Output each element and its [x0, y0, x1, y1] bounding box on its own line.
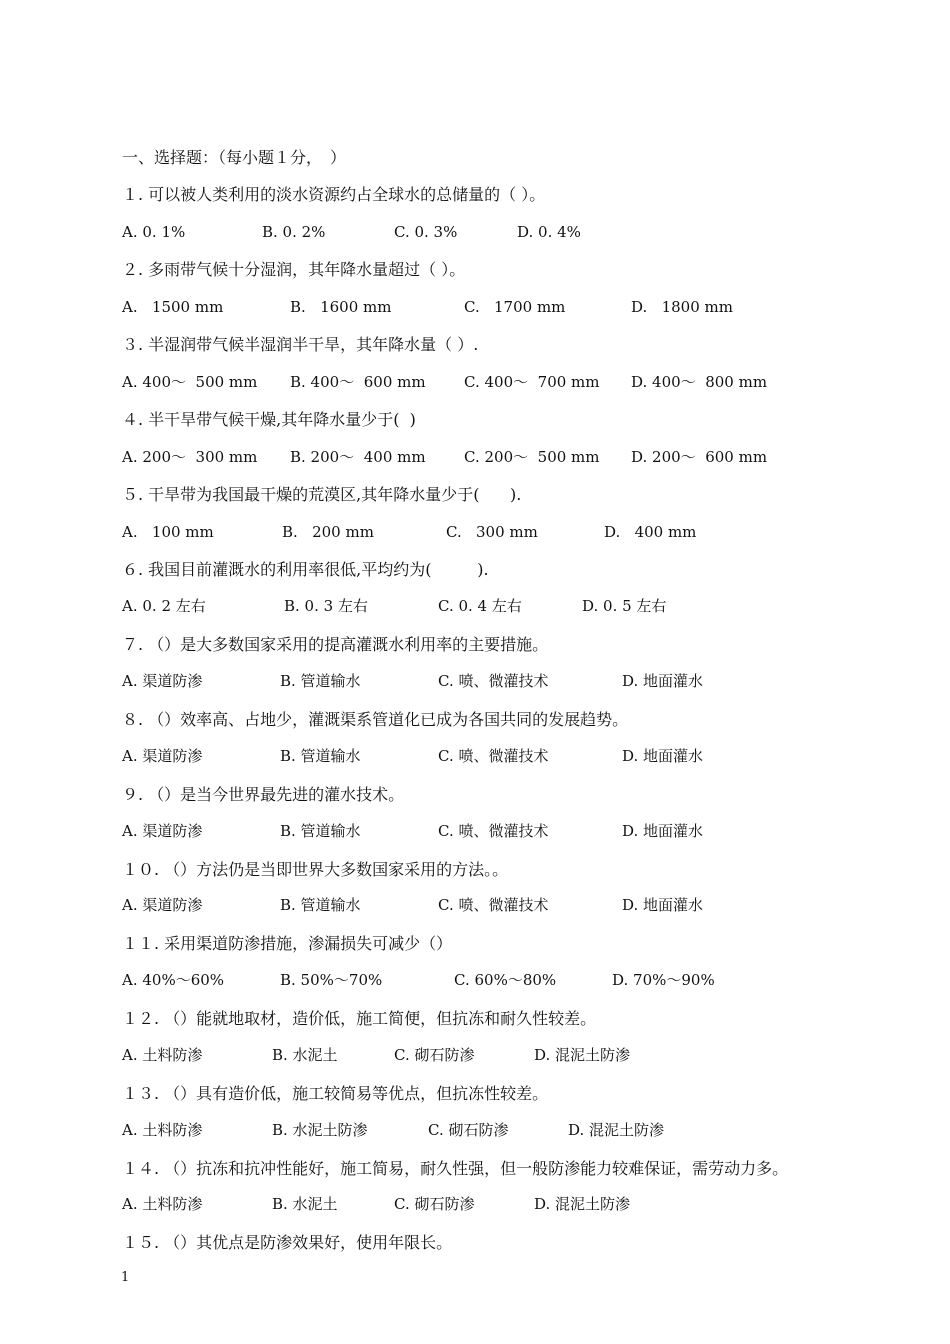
answer-option: B. 200～ 400 mm — [290, 448, 426, 466]
answer-option: B. 50%～70% — [280, 971, 383, 989]
answer-option: C. 200～ 500 mm — [464, 448, 600, 466]
answer-option: D. 混泥土防渗 — [534, 1195, 631, 1213]
question-stem: ６. 我国目前灌溉水的利用率很低,平均约为( ). — [122, 560, 489, 579]
answer-option: A. 400～ 500 mm — [122, 373, 258, 391]
answer-option: A. 土料防渗 — [122, 1046, 203, 1064]
option-row — [122, 596, 842, 616]
answer-option: B. 管道输水 — [280, 822, 361, 840]
answer-option: A. 渠道防渗 — [122, 896, 203, 914]
answer-option: B. 水泥土 — [272, 1046, 338, 1064]
answer-option: D. 70%～90% — [612, 971, 715, 989]
question-stem: １５. （）其优点是防渗效果好，使用年限长。 — [122, 1233, 453, 1252]
answer-option: C. 喷、微灌技术 — [438, 672, 549, 690]
option-row — [122, 821, 842, 841]
answer-option: B. 1600 mm — [290, 298, 392, 316]
page-number: 1 — [121, 1270, 130, 1285]
answer-option: D. 400～ 800 mm — [631, 373, 768, 391]
answer-option: D. 1800 mm — [631, 298, 733, 316]
question-stem: １. 可以被人类利用的淡水资源约占全球水的总储量的（ ）。 — [122, 185, 546, 204]
answer-option: C. 喷、微灌技术 — [438, 747, 549, 765]
option-row — [122, 372, 842, 392]
answer-option: B. 0. 2% — [262, 223, 326, 241]
answer-option: C. 60%～80% — [454, 971, 557, 989]
option-row — [122, 447, 842, 467]
answer-option: A. 40%～60% — [122, 971, 225, 989]
answer-option: A. 渠道防渗 — [122, 672, 203, 690]
question-stem: １０. （）方法仍是当即世界大多数国家采用的方法。。 — [122, 860, 509, 879]
answer-option: C. 1700 mm — [464, 298, 566, 316]
answer-option: D. 混泥土防渗 — [534, 1046, 631, 1064]
answer-option: D. 地面灌水 — [622, 672, 704, 690]
answer-option: D. 0. 5 左右 — [582, 597, 667, 615]
answer-option: B. 0. 3 左右 — [284, 597, 368, 615]
question-stem: １４. （）抗冻和抗冲性能好，施工简易，耐久性强，但一般防渗能力较难保证，需劳动力多。 — [122, 1159, 789, 1178]
answer-option: C. 300 mm — [446, 523, 538, 541]
question-stem: ５. 干旱带为我国最干燥的荒漠区,其年降水量少于( ). — [122, 485, 522, 504]
answer-option: A. 200～ 300 mm — [122, 448, 258, 466]
answer-option: A. 土料防渗 — [122, 1195, 203, 1213]
option-row — [122, 895, 842, 915]
answer-option: A. 0. 2 左右 — [122, 597, 206, 615]
answer-option: D. 地面灌水 — [622, 747, 704, 765]
answer-option: C. 0. 4 左右 — [438, 597, 522, 615]
answer-option: B. 水泥土防渗 — [272, 1121, 368, 1139]
answer-option: C. 400～ 700 mm — [464, 373, 600, 391]
question-stem: １２. （）能就地取材，造价低，施工简便，但抗冻和耐久性较差。 — [122, 1009, 597, 1028]
section-title: 一、选择题：（每小题１分， ） — [122, 148, 347, 167]
answer-option: A. 1500 mm — [122, 298, 224, 316]
question-stem: ７. （）是大多数国家采用的提高灌溉水利用率的主要措施。 — [122, 635, 549, 654]
option-row — [122, 222, 842, 242]
answer-option: D. 混泥土防渗 — [568, 1121, 665, 1139]
answer-option: A. 土料防渗 — [122, 1121, 203, 1139]
answer-option: D. 地面灌水 — [622, 822, 704, 840]
answer-option: C. 喷、微灌技术 — [438, 822, 549, 840]
answer-option: A. 100 mm — [122, 523, 214, 541]
option-row — [122, 1120, 842, 1140]
answer-option: B. 400～ 600 mm — [290, 373, 426, 391]
answer-option: D. 地面灌水 — [622, 896, 704, 914]
question-stem: ９. （）是当今世界最先进的灌水技术。 — [122, 785, 405, 804]
answer-option: B. 管道输水 — [280, 672, 361, 690]
answer-option: D. 0. 4% — [517, 223, 581, 241]
answer-option: B. 管道输水 — [280, 747, 361, 765]
answer-option: B. 管道输水 — [280, 896, 361, 914]
answer-option: A. 渠道防渗 — [122, 822, 203, 840]
answer-option: C. 砌石防渗 — [394, 1195, 475, 1213]
answer-option: D. 200～ 600 mm — [631, 448, 768, 466]
question-stem: ３. 半湿润带气候半湿润半干旱，其年降水量（ ）. — [122, 335, 479, 354]
option-row — [122, 970, 842, 990]
answer-option: B. 水泥土 — [272, 1195, 338, 1213]
question-stem: ２. 多雨带气候十分湿润，其年降水量超过（ ）。 — [122, 260, 466, 279]
answer-option: C. 砌石防渗 — [394, 1046, 475, 1064]
option-row — [122, 522, 842, 542]
answer-option: C. 喷、微灌技术 — [438, 896, 549, 914]
answer-option: C. 0. 3% — [394, 223, 458, 241]
option-row — [122, 671, 842, 691]
question-stem: ８. （）效率高、占地少，灌溉渠系管道化已成为各国共同的发展趋势。 — [122, 710, 629, 729]
answer-option: C. 砌石防渗 — [428, 1121, 509, 1139]
option-row — [122, 297, 842, 317]
answer-option: A. 渠道防渗 — [122, 747, 203, 765]
answer-option: A. 0. 1% — [122, 223, 186, 241]
question-stem: １１. 采用渠道防渗措施，渗漏损失可减少（） — [122, 934, 453, 953]
answer-option: D. 400 mm — [604, 523, 697, 541]
answer-option: B. 200 mm — [282, 523, 374, 541]
option-row — [122, 1194, 842, 1214]
option-row — [122, 746, 842, 766]
question-stem: １３. （）具有造价低，施工较简易等优点，但抗冻性较差。 — [122, 1084, 549, 1103]
question-stem: ４. 半干旱带气候干燥,其年降水量少于( ) — [122, 410, 416, 429]
option-row — [122, 1045, 842, 1065]
